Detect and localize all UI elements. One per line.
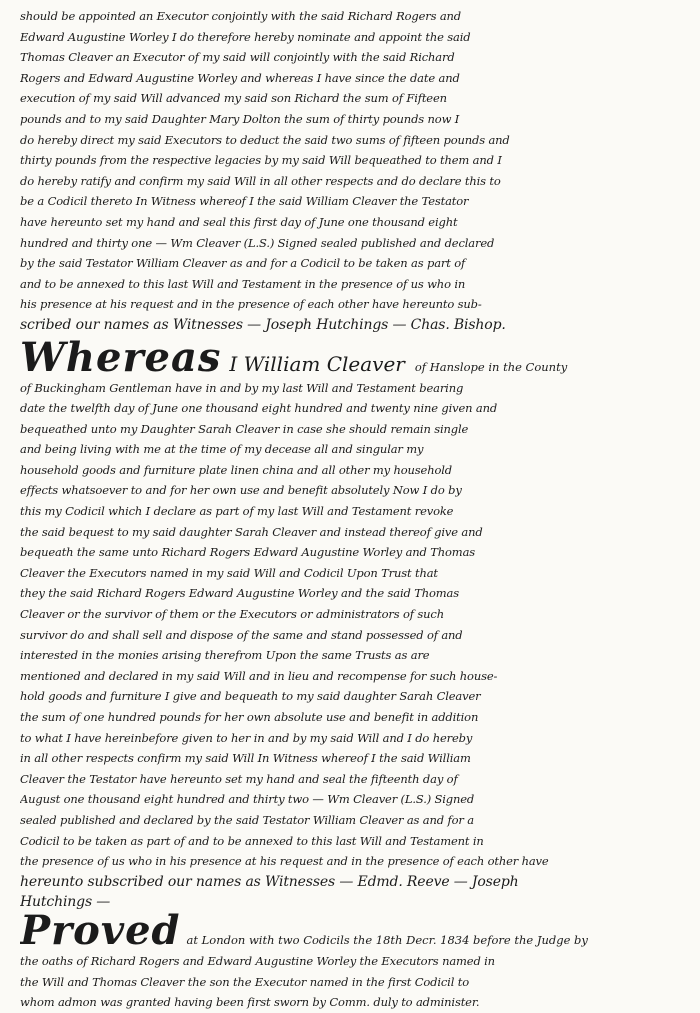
paragraph-codicil-two xyxy=(20,378,688,913)
text-line: Thomas Cleaver an Executor of my said will conjointly with the said Richard xyxy=(20,50,455,65)
text-line: the Will and Thomas Cleaver the son the Executor named in the first Codicil to xyxy=(20,974,469,989)
witness-line: hereunto subscribed our names as Witnesses — Edmd. Reeve — Joseph xyxy=(20,873,519,890)
text-line: thirty pounds from the respective legacies by my said Will bequeathed to them and I xyxy=(20,153,502,168)
text-line: do hereby direct my said Executors to deduct the said two sums of fifteen pounds and xyxy=(20,132,510,147)
text-line: Cleaver the Executors named in my said Will and Codicil Upon Trust that xyxy=(20,565,438,580)
text-line: by the said Testator William Cleaver as and for a Codicil to be taken as part of xyxy=(20,256,466,271)
text-line: August one thousand eight hundred and thirty two — Wm Cleaver (L.S.) Signed xyxy=(20,792,475,807)
text-line: sealed published and declared by the said Testator William Cleaver as and for a xyxy=(20,812,474,827)
text-line: the sum of one hundred pounds for her own absolute use and benefit in addition xyxy=(20,710,479,724)
text-line: Edward Augustine Worley I do therefore hereby nominate and appoint the said xyxy=(20,29,471,44)
text-line: should be appointed an Executor conjointly with the said Richard Rogers and xyxy=(20,9,462,23)
testator-name: I William Cleaver xyxy=(229,351,405,376)
text-line: in all other respects confirm my said Will In Witness whereof I the said William xyxy=(20,751,471,766)
paragraph-probate xyxy=(20,951,688,1013)
text-line: his presence at his request and in the presence of each other have hereunto sub- xyxy=(20,297,482,312)
text-line: of Buckingham Gentleman have in and by my last Will and Testament bearing xyxy=(20,380,464,395)
text-line: to what I have hereinbefore given to her in and by my said Will and I do hereby xyxy=(20,730,473,745)
text-line: effects whatsoever to and for her own use and benefit absolutely Now I do by xyxy=(20,483,462,498)
text-line: they the said Richard Rogers Edward Augustine Worley and the said Thomas xyxy=(20,586,459,601)
text-line: Codicil to be taken as part of and to be annexed to this last Will and Testament in xyxy=(20,833,484,848)
text-line: bequeathed unto my Daughter Sarah Cleaver in case she should remain single xyxy=(20,421,469,436)
text-line: and being living with me at the time of my decease all and singular my xyxy=(20,442,424,457)
text-line: hundred and thirty one — Wm Cleaver (L.S.) Signed sealed published and declared xyxy=(20,235,495,250)
text-line: bequeath the same unto Richard Rogers Edward Augustine Worley and Thomas xyxy=(20,545,476,560)
witness-line: scribed our names as Witnesses — Joseph Hutchings — Chas. Bishop. xyxy=(20,316,506,333)
text-line: survivor do and shall sell and dispose of the same and stand possessed of and xyxy=(20,627,463,642)
text-line: this my Codicil which I declare as part of my last Will and Testament revoke xyxy=(20,504,454,519)
text-line: the oaths of Richard Rogers and Edward Augustine Worley the Executors named in xyxy=(20,953,495,968)
text-line: the presence of us who in his presence at his request and in the presence of each other have xyxy=(20,854,549,869)
text-line: household goods and furniture plate linen china and all other my household xyxy=(20,462,452,477)
proved-continuation: at London with two Codicils the 18th Decr. 1834 before the Judge by xyxy=(186,932,588,947)
text-line: the said bequest to my said daughter Sarah Cleaver and instead thereof give and xyxy=(20,524,483,539)
text-line: have hereunto set my hand and seal this first day of June one thousand eight xyxy=(20,214,458,229)
witness-line-continued: Hutchings — xyxy=(20,894,111,911)
text-line: be a Codicil thereto In Witness whereof I the said William Cleaver the Testator xyxy=(20,194,469,209)
text-line: interested in the monies arising therefrom Upon the same Trusts as are xyxy=(20,648,430,663)
text-line: execution of my said Will advanced my said son Richard the sum of Fifteen xyxy=(20,91,447,106)
text-line: hold goods and furniture I give and bequeath to my said daughter Sarah Cleaver xyxy=(20,689,481,704)
text-line: pounds and to my said Daughter Mary Dolton the sum of thirty pounds now I xyxy=(20,111,460,126)
proved-word: Proved xyxy=(20,912,181,951)
text-line: Rogers and Edward Augustine Worley and whereas I have since the date and xyxy=(20,70,460,85)
text-line: whom admon was granted having been first sworn by Comm. duly to administer. xyxy=(20,995,480,1010)
whereas-heading xyxy=(20,338,688,378)
text-line: Cleaver or the survivor of them or the Executors or administrators of such xyxy=(20,607,444,622)
text-line: and to be annexed to this last Will and Testament in the presence of us who in xyxy=(20,276,466,291)
text-line: do hereby ratify and confirm my said Will in all other respects and do declare this to xyxy=(20,173,501,188)
paragraph-codicil-one xyxy=(20,6,688,336)
text-line: Cleaver the Testator have hereunto set my hand and seal the fifteenth day of xyxy=(20,771,458,786)
whereas-continuation: of Hanslope in the County xyxy=(414,359,568,374)
text-line: date the twelfth day of June one thousand eight hundred and twenty nine given and xyxy=(20,401,498,416)
whereas-word: Whereas xyxy=(20,337,222,378)
text-line: mentioned and declared in my said Will and in lieu and recompense for such house- xyxy=(20,668,498,683)
proved-heading xyxy=(20,913,688,951)
